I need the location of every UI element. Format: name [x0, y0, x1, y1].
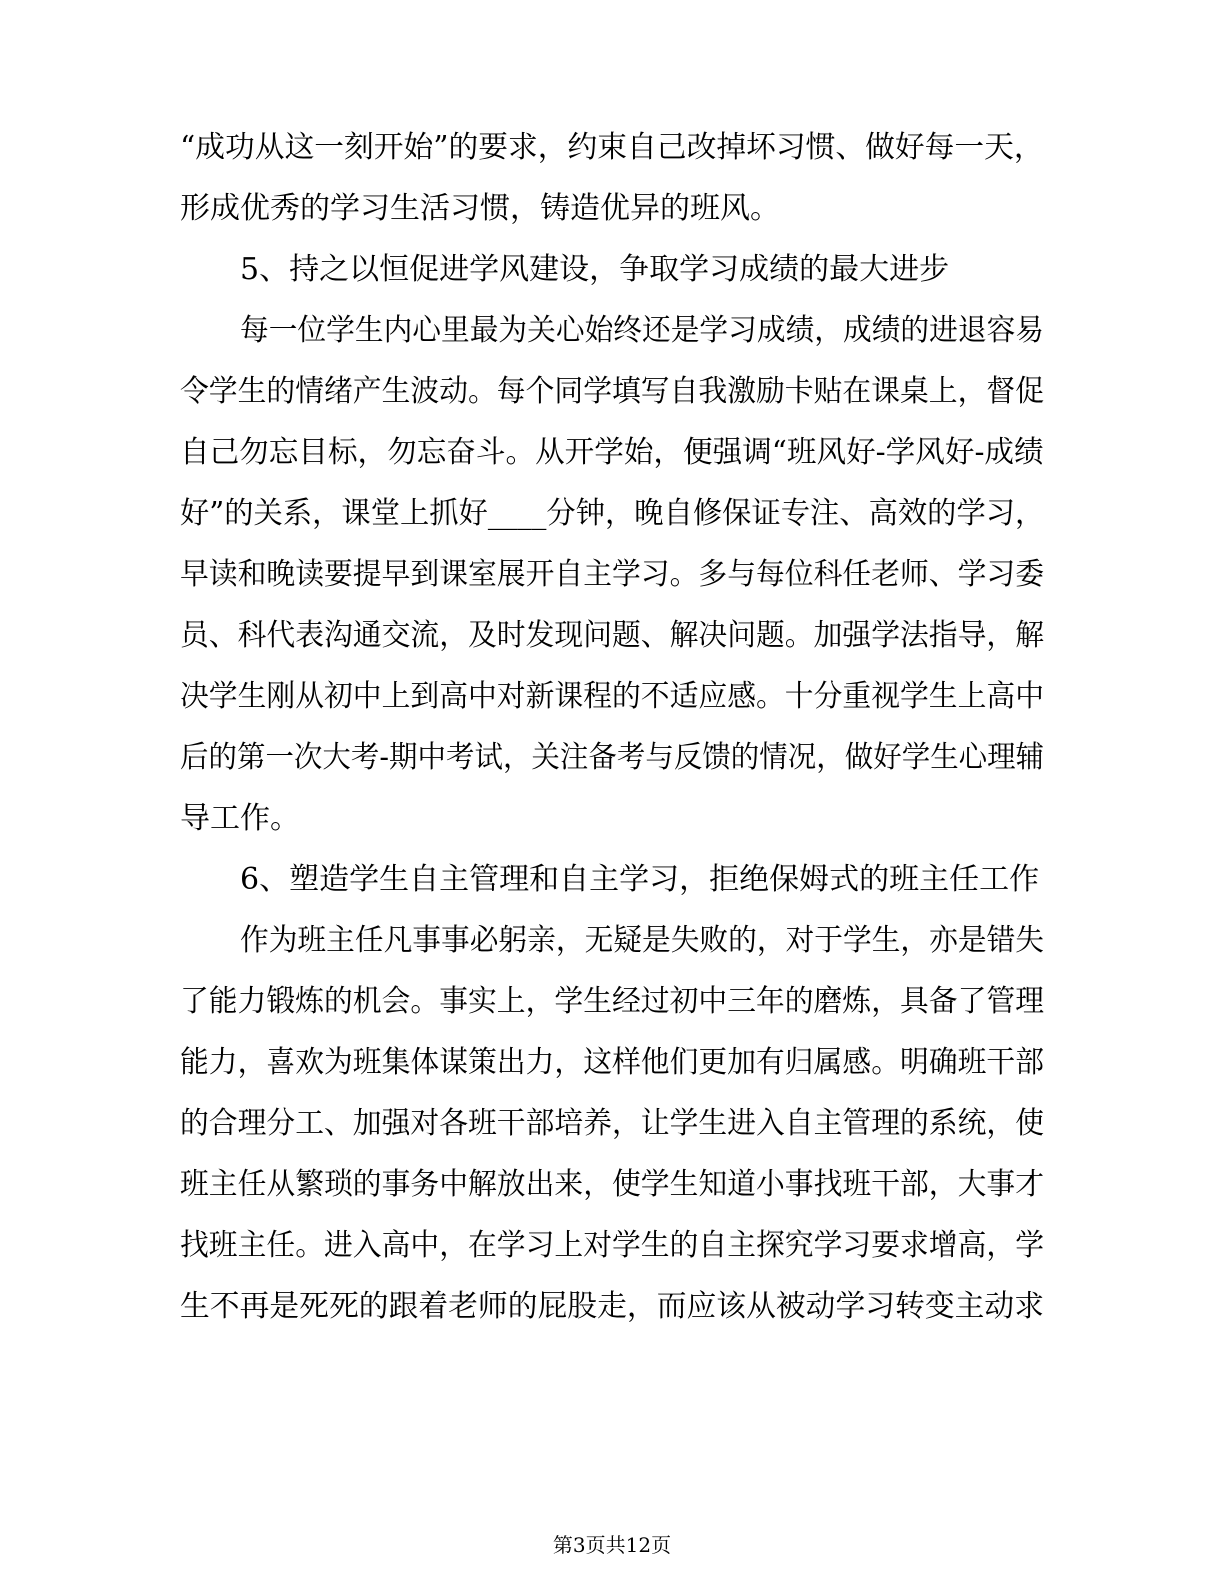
section-heading-5: 5、持之以恒促进学风建设，争取学习成绩的最大进步: [240, 252, 950, 287]
paragraph-line: 的合理分工、加强对各班干部培养，让学生进入自主管理的系统，使: [180, 1106, 1044, 1141]
paragraph-line: 作为班主任凡事事必躬亲，无疑是失败的，对于学生，亦是错失: [240, 923, 1044, 958]
paragraph-line: 自己勿忘目标，勿忘奋斗。从开学始，便强调“班风好-学风好-成绩: [180, 435, 1044, 470]
paragraph-line: 形成优秀的学习生活习惯，铸造优异的班风。: [180, 191, 780, 226]
paragraph-line: “成功从这一刻开始”的要求，约束自己改掉坏习惯、做好每一天，: [180, 130, 1044, 165]
section-heading-6: 6、塑造学生自主管理和自主学习，拒绝保姆式的班主任工作: [240, 862, 1040, 897]
paragraph-line: 找班主任。进入高中，在学习上对学生的自主探究学习要求增高，学: [180, 1228, 1044, 1263]
paragraph-line: 早读和晚读要提早到课室展开自主学习。多与每位科任老师、学习委: [180, 557, 1044, 592]
paragraph-line: 能力，喜欢为班集体谋策出力，这样他们更加有归属感。明确班干部: [180, 1045, 1044, 1080]
paragraph-line: 导工作。: [180, 801, 300, 836]
paragraph-line: 令学生的情绪产生波动。每个同学填写自我激励卡贴在课桌上，督促: [180, 374, 1044, 409]
paragraph-line: 后的第一次大考-期中考试，关注备考与反馈的情况，做好学生心理辅: [180, 740, 1045, 775]
paragraph-line: 决学生刚从初中上到高中对新课程的不适应感。十分重视学生上高中: [180, 679, 1044, 714]
paragraph-line: 班主任从繁琐的事务中解放出来，使学生知道小事找班干部，大事才: [180, 1167, 1044, 1202]
page-footer: 第3页共12页: [552, 1533, 672, 1557]
paragraph-line: 了能力锻炼的机会。事实上，学生经过初中三年的磨炼，具备了管理: [180, 984, 1044, 1019]
paragraph-line: 生不再是死死的跟着老师的屁股走，而应该从被动学习转变主动求: [180, 1289, 1044, 1324]
paragraph-line: 每一位学生内心里最为关心始终还是学习成绩，成绩的进退容易: [240, 313, 1044, 348]
paragraph-line: 员、科代表沟通交流，及时发现问题、解决问题。加强学法指导，解: [180, 618, 1044, 653]
paragraph-line: 好”的关系，课堂上抓好____分钟，晚自修保证专注、高效的学习，: [180, 496, 1045, 531]
